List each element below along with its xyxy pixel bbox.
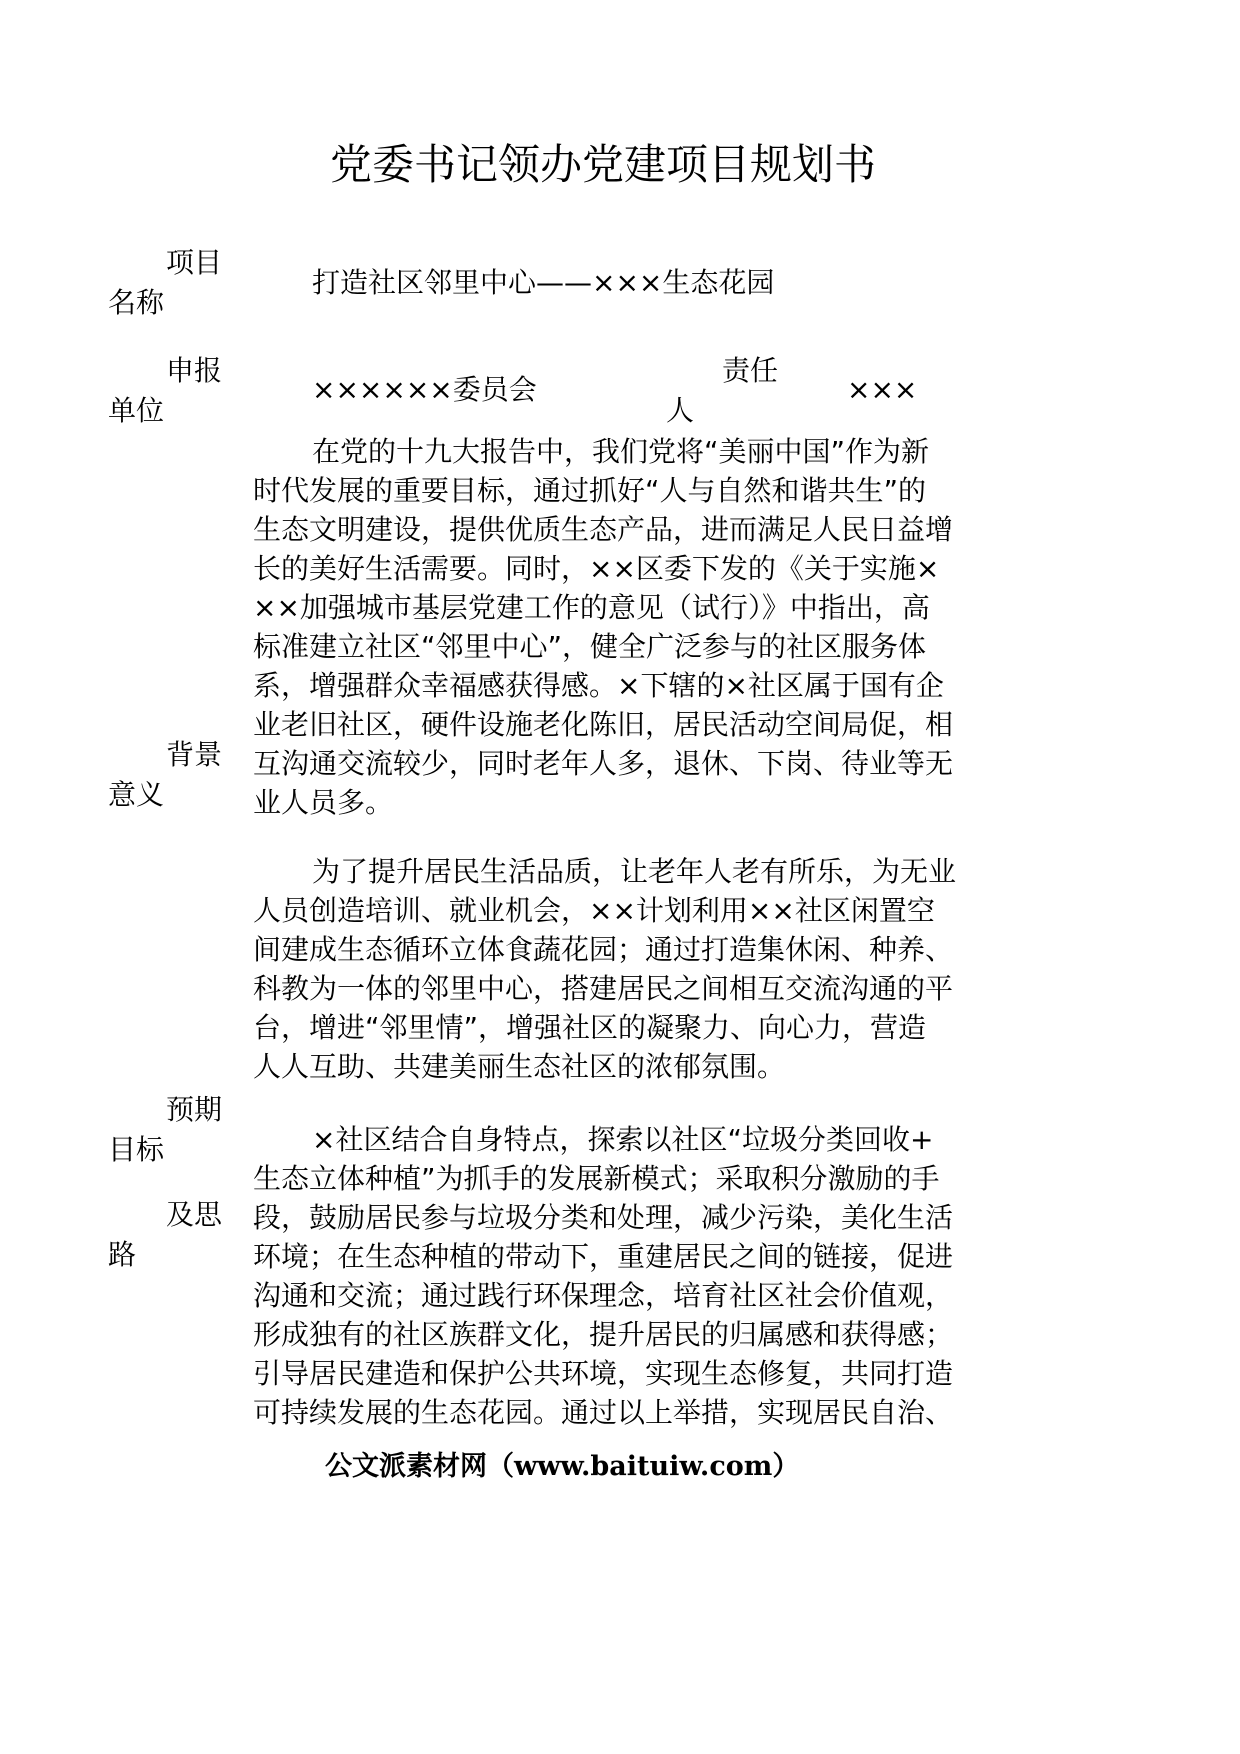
text-line: 互沟通交流较少，同时老年人多，退休、下岗、待业等无	[253, 747, 954, 780]
text-line: 标准建立社区“邻里中心”，健全广泛参与的社区服务体	[253, 630, 927, 663]
text-line: 段，鼓励居民参与垃圾分类和处理，减少污染，美化生活	[253, 1201, 954, 1234]
goals-label: 预期	[166, 1093, 223, 1126]
goals-label-cont2: 及思	[166, 1198, 223, 1231]
text-line: 生态立体种植”为抓手的发展新模式；采取积分激励的手	[253, 1162, 940, 1195]
text-line: 科教为一体的邻里中心，搭建居民之间相互交流沟通的平	[253, 972, 954, 1005]
text-line: 人人互助、共建美丽生态社区的浓郁氛围。	[253, 1050, 786, 1083]
text-line: 在党的十九大报告中，我们党将“美丽中国”作为新	[312, 435, 930, 468]
background-label: 背景	[166, 738, 223, 771]
text-line: 台，增进“邻里情”，增强社区的凝聚力、向心力，营造	[253, 1011, 927, 1044]
text-line: 业老旧社区，硬件设施老化陈旧，居民活动空间局促，相	[253, 708, 954, 741]
text-line: 间建成生态循环立体食蔬花园；通过打造集休闲、种养、	[253, 933, 954, 966]
text-line: 长的美好生活需要。同时，××区委下发的《关于实施×	[253, 552, 940, 585]
footer-watermark: 公文派素材网（www.baituiw.com）	[325, 1451, 800, 1482]
text-line: 生态文明建设，提供优质生态产品，进而满足人民日益增	[253, 513, 954, 546]
text-line: ×社区结合自身特点，探索以社区“垃圾分类回收+	[312, 1123, 934, 1156]
background-paragraph-2	[253, 855, 1013, 1089]
text-line: 系，增强群众幸福感获得感。×下辖的×社区属于国有企	[253, 669, 944, 702]
text-line: 沟通和交流；通过践行环保理念，培育社区社会价值观，	[253, 1279, 954, 1312]
text-line: 形成独有的社区族群文化，提升居民的归属感和获得感；	[253, 1318, 954, 1351]
text-line: ××加强城市基层党建工作的意见（试行）》中指出，高	[253, 591, 930, 624]
background-label-cont: 意义	[108, 778, 165, 811]
text-line: 时代发展的重要目标，通过抓好“人与自然和谐共生”的	[253, 474, 927, 507]
text-line: 人员创造培训、就业机会，××计划利用××社区闲置空	[253, 894, 935, 927]
unit-label: 申报	[166, 354, 223, 387]
document-title: 党委书记领办党建项目规划书	[330, 140, 877, 189]
project-name-value: 打造社区邻里中心——×××生态花园	[312, 266, 775, 299]
goals-label-cont: 目标	[108, 1133, 165, 1166]
project-name-label: 项目	[166, 246, 223, 279]
goals-paragraph	[253, 1123, 1013, 1435]
text-line: 可持续发展的生态花园。通过以上举措，实现居民自治、	[253, 1396, 954, 1429]
text-line: 为了提升居民生活品质，让老年人老有所乐，为无业	[312, 855, 957, 888]
text-line: 环境；在生态种植的带动下，重建居民之间的链接，促进	[253, 1240, 954, 1273]
person-label-cont: 人	[666, 394, 695, 427]
text-line: 引导居民建造和保护公共环境，实现生态修复，共同打造	[253, 1357, 954, 1390]
person-label: 责任	[722, 354, 779, 387]
person-value: ×××	[847, 373, 918, 406]
project-name-label-cont: 名称	[108, 286, 165, 319]
unit-value: ××××××委员会	[312, 373, 537, 406]
text-line: 业人员多。	[253, 786, 394, 819]
background-paragraph-1	[253, 435, 1013, 825]
goals-label-cont3: 路	[108, 1238, 137, 1271]
unit-label-cont: 单位	[108, 394, 165, 427]
